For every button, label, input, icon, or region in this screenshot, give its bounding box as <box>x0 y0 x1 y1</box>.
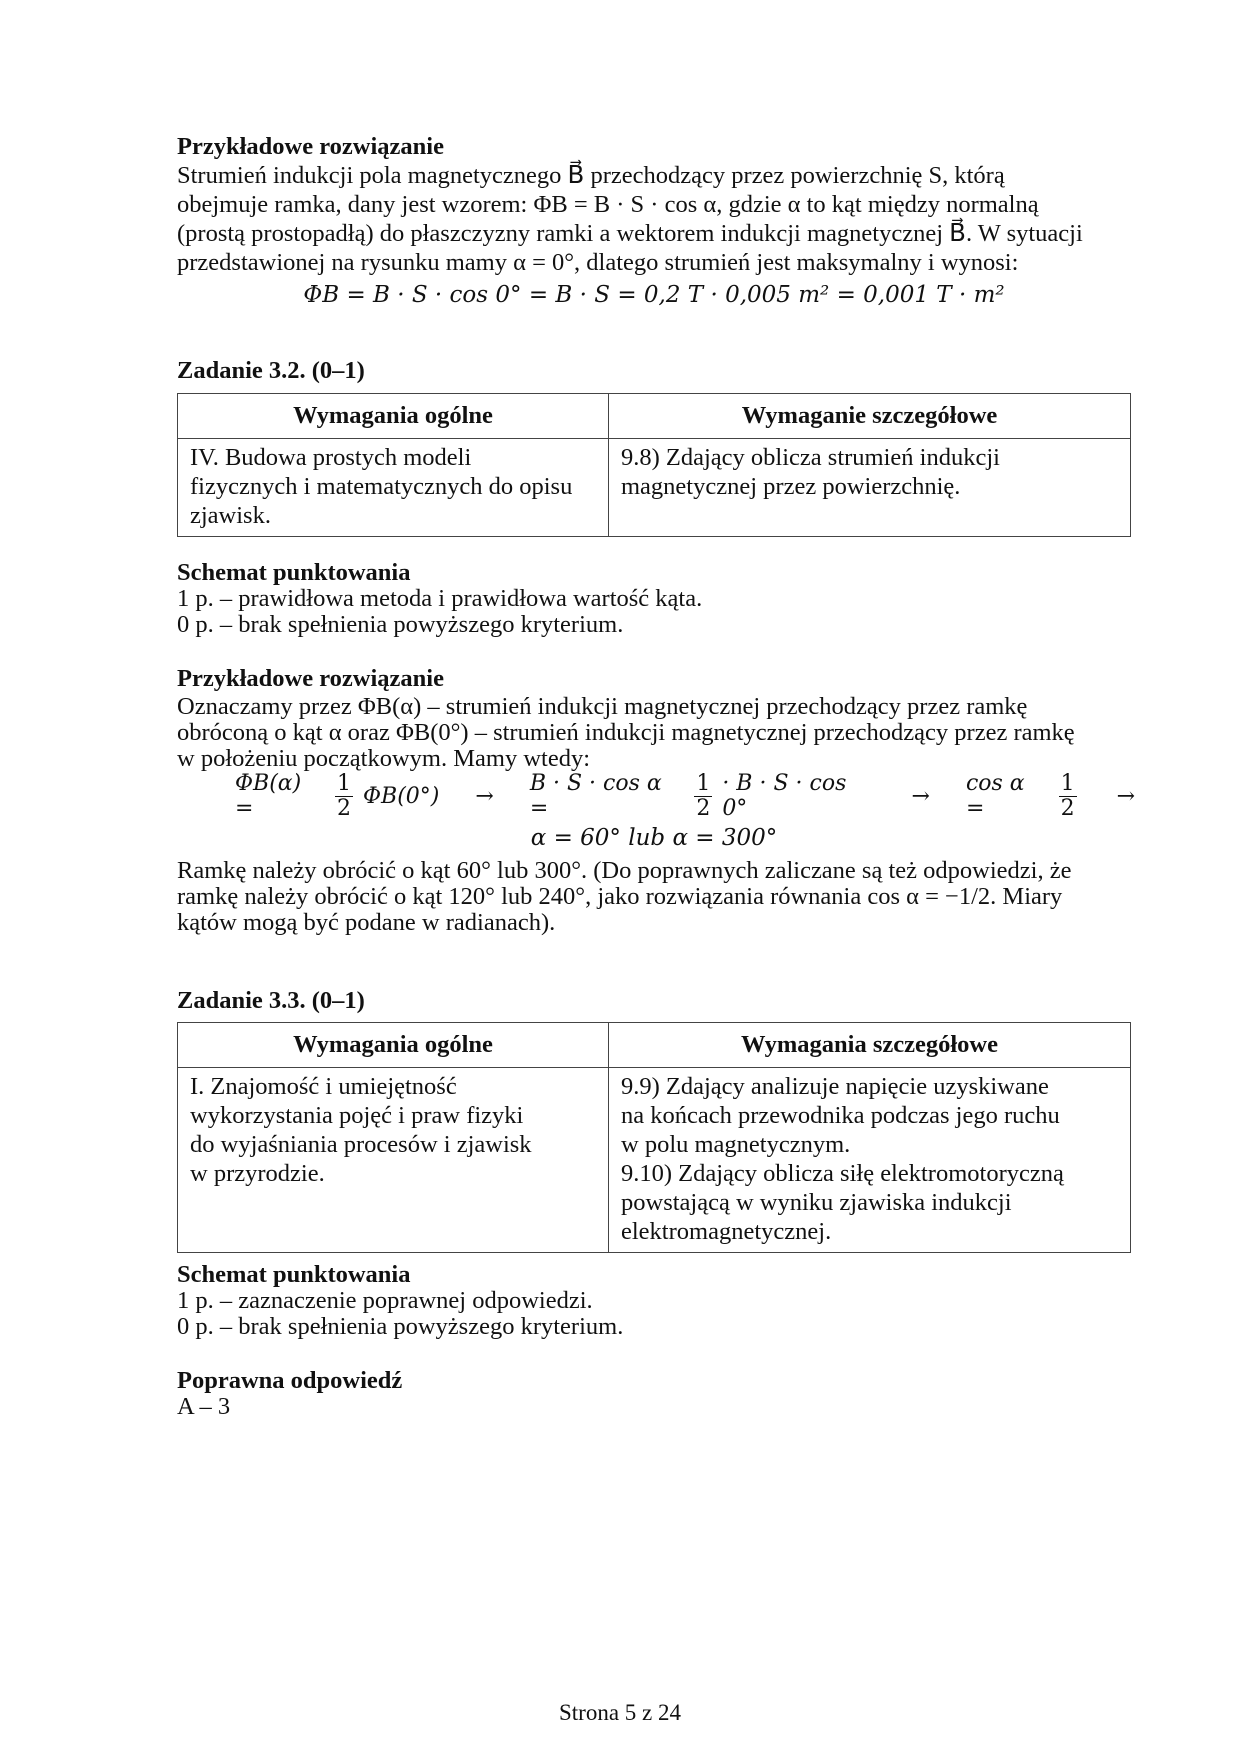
cell-line: zjawisk. <box>190 502 271 529</box>
score-line: 0 p. – brak spełnienia powyższego kryterium. <box>177 611 624 638</box>
cell-line: I. Znajomość i umiejętność <box>190 1073 457 1100</box>
task-title: Zadanie 3.2. (0–1) <box>177 357 365 384</box>
equation-term: ΦB(0°) <box>363 783 440 809</box>
score-line: 1 p. – prawidłowa metoda i prawidłowa wartość kąta. <box>177 585 703 612</box>
cell-line: wykorzystania pojęć i praw fizyki <box>190 1102 524 1129</box>
correct-answer: A – 3 <box>177 1393 231 1420</box>
cell-line: magnetycznej przez powierzchnię. <box>621 473 961 500</box>
cell-line: w przyrodzie. <box>190 1160 325 1187</box>
solution-heading: Przykładowe rozwiązanie <box>177 133 444 160</box>
requirements-table <box>177 393 1131 537</box>
answer-line: ramkę należy obrócić o kąt 120° lub 240°, jako rozwiązania równania cos α = −1/2. Miary <box>177 883 1063 910</box>
general-requirements-cell <box>178 1068 609 1253</box>
scoring-heading: Schemat punktowania <box>177 559 411 586</box>
solution-line: obróconą o kąt α oraz ΦB(0°) – strumień indukcji magnetycznej przechodzący przez ramkę <box>177 719 1075 746</box>
solution-heading: Przykładowe rozwiązanie <box>177 665 444 692</box>
solution-line: przedstawionej na rysunku mamy α = 0°, dlatego strumień jest maksymalny i wynosi: <box>177 249 1019 276</box>
equation-term: cos α = <box>965 771 1025 821</box>
column-header: Wymagania ogólne <box>178 1023 609 1068</box>
score-line: 0 p. – brak spełnienia powyższego kryterium. <box>177 1313 624 1340</box>
cell-line: 9.8) Zdający oblicza strumień indukcji <box>621 444 1000 471</box>
equation-term: ΦB(α) = <box>235 771 302 821</box>
flux-formula: ΦB = B · S · cos 0° = B · S = 0,2 T · 0,005 m² = 0,001 T · m² <box>303 282 1005 308</box>
detailed-requirements-cell <box>609 439 1131 537</box>
angle-result: α = 60° lub α = 300° <box>530 825 778 851</box>
fraction-one-half: $\frac{1}{2}$ <box>696 770 711 821</box>
equation-row <box>235 768 1135 824</box>
page-number: Strona 5 z 24 <box>558 1700 681 1725</box>
answer-heading: Poprawna odpowiedź <box>177 1367 403 1394</box>
cell-line: 9.9) Zdający analizuje napięcie uzyskiwane <box>621 1073 1049 1100</box>
solution-line: Oznaczamy przez ΦB(α) – strumień indukcji magnetycznej przechodzący przez ramkę <box>177 693 1028 720</box>
solution-line: obejmuje ramka, dany jest wzorem: ΦB = B · S · cos α, gdzie α to kąt między normalną <box>177 191 1039 218</box>
solution-line: w położeniu początkowym. Mamy wtedy: <box>177 745 591 772</box>
cell-line: powstającą w wyniku zjawiska indukcji <box>621 1189 1012 1216</box>
cell-line: w polu magnetycznym. <box>621 1131 851 1158</box>
arrow-icon: → <box>1116 783 1135 809</box>
answer-line: Ramkę należy obrócić o kąt 60° lub 300°. (Do poprawnych zaliczane są też odpowiedzi, że <box>177 857 1072 884</box>
score-line: 1 p. – zaznaczenie poprawnej odpowiedzi. <box>177 1287 593 1314</box>
requirements-table <box>177 1022 1131 1253</box>
scoring-heading: Schemat punktowania <box>177 1261 411 1288</box>
solution-line: Strumień indukcji pola magnetycznego B⃗ przechodzący przez powierzchnię S, którą <box>177 162 1005 189</box>
task-title: Zadanie 3.3. (0–1) <box>177 987 365 1014</box>
column-header: Wymaganie szczegółowe <box>609 394 1131 439</box>
column-header: Wymagania ogólne <box>178 394 609 439</box>
equation-term: · B · S · cos 0° <box>722 771 847 821</box>
arrow-icon: → <box>475 783 494 809</box>
cell-line: do wyjaśniania procesów i zjawisk <box>190 1131 532 1158</box>
arrow-icon: → <box>911 783 930 809</box>
cell-line: 9.10) Zdający oblicza siłę elektromotoryczną <box>621 1160 1064 1187</box>
general-requirements-cell <box>178 439 609 537</box>
solution-line: (prostą prostopadłą) do płaszczyzny ramki a wektorem indukcji magnetycznej B⃗. W sytuacji <box>177 220 1083 247</box>
cell-line: na końcach przewodnika podczas jego ruchu <box>621 1102 1060 1129</box>
cell-line: IV. Budowa prostych modeli <box>190 444 472 471</box>
fraction-one-half: $\frac{1}{2}$ <box>1060 770 1075 821</box>
equation-term: B · S · cos α = <box>529 771 662 821</box>
cell-line: elektromagnetycznej. <box>621 1218 832 1245</box>
answer-line: kątów mogą być podane w radianach). <box>177 909 556 936</box>
detailed-requirements-cell <box>609 1068 1131 1253</box>
fraction-one-half: $\frac{1}{2}$ <box>337 770 351 821</box>
cell-line: fizycznych i matematycznych do opisu <box>190 473 573 500</box>
column-header: Wymagania szczegółowe <box>609 1023 1131 1068</box>
